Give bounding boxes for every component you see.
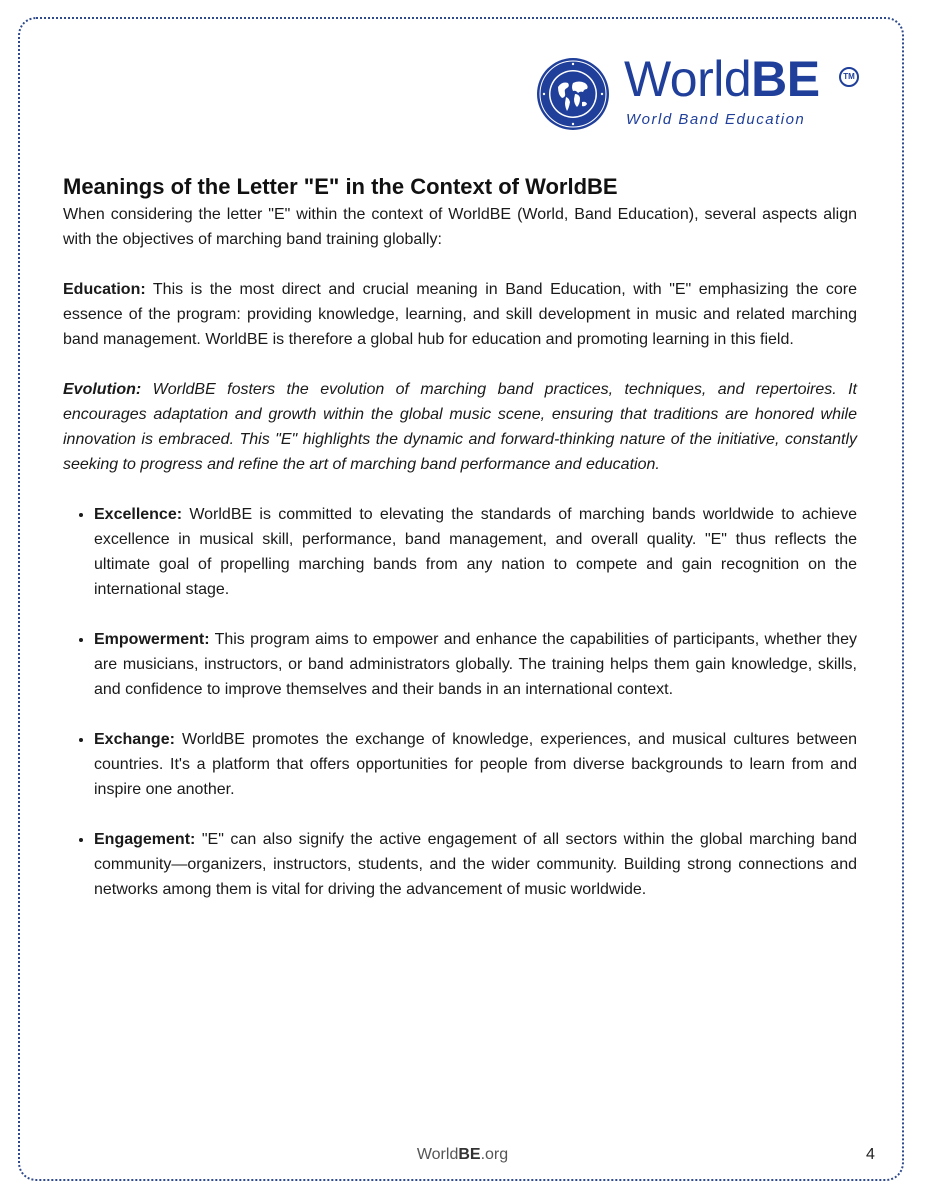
evolution-term: Evolution:: [63, 381, 142, 398]
engagement-text: "E" can also signify the active engagement of all sectors within the global marching band community—organizers, instructors, students, and the wider community. Building strong connections and networks among them is vital for driving the advancement of music worldwide.: [94, 831, 857, 898]
list-item-excellence: [94, 502, 857, 602]
section-title: Meanings of the Letter "E" in the Context of WorldBE: [63, 174, 618, 199]
footer-site-link[interactable]: [0, 1146, 925, 1164]
excellence-term: Excellence:: [94, 506, 183, 523]
engagement-term: Engagement:: [94, 831, 196, 848]
main-content: [63, 172, 857, 927]
excellence-text: WorldBE is committed to elevating the standards of marching bands worldwide to achieve excellence in musical skill, performance, band management, and overall quality. "E" thus reflects the ultimate goal of propelling marching bands from any nation to compete and gain recognition on the international stage.: [94, 506, 857, 598]
brand-name-bold: BE: [751, 51, 820, 107]
trademark-badge: TM: [839, 67, 859, 87]
evolution-text: WorldBE fosters the evolution of marching band practices, techniques, and repertoires. It encourages adaptation and growth within the global music scene, ensuring that traditions are honored while innovation is embraced. This "E" highlights the dynamic and forward-thinking nature of the initiative, constantly seeking to progress and refine the art of marching band performance and education.: [63, 381, 857, 473]
exchange-text: WorldBE promotes the exchange of knowledge, experiences, and musical cultures between countries. It's a platform that offers opportunities for people from diverse backgrounds to learn from and inspire one another.: [94, 731, 857, 798]
e-meanings-list: [63, 502, 857, 902]
empowerment-text: This program aims to empower and enhance the capabilities of participants, whether they are musicians, instructors, or band administrators globally. The training helps them gain knowledge, skills, and confidence to improve themselves and their bands in an international context.: [94, 631, 857, 698]
evolution-paragraph: [63, 377, 857, 477]
exchange-term: Exchange:: [94, 731, 175, 748]
list-item-engagement: [94, 827, 857, 902]
education-paragraph: [63, 277, 857, 352]
brand-name-regular: World: [624, 51, 752, 107]
page-number: 4: [866, 1146, 875, 1163]
footer-site-post: .org: [480, 1146, 509, 1163]
footer-site-pre: World: [416, 1146, 459, 1163]
list-item-exchange: [94, 727, 857, 802]
empowerment-term: Empowerment:: [94, 631, 210, 648]
world-map-seal-icon: [536, 57, 610, 131]
intro-paragraph: When considering the letter "E" within the context of WorldBE (World, Band Education), several aspects align with the objectives of marching band training globally:: [63, 206, 857, 248]
education-term: Education:: [63, 281, 146, 298]
list-item-empowerment: [94, 627, 857, 702]
education-text: This is the most direct and crucial meaning in Band Education, with "E" emphasizing the core essence of the program: providing knowledge, learning, and skill development in music and related marching band management. WorldBE is therefore a global hub for education and promoting learning in this field.: [63, 281, 857, 348]
footer-site-bold: BE: [458, 1146, 481, 1163]
worldbe-logo: [536, 51, 866, 135]
brand-name: [624, 49, 820, 109]
brand-tagline: World Band Education: [626, 111, 806, 128]
